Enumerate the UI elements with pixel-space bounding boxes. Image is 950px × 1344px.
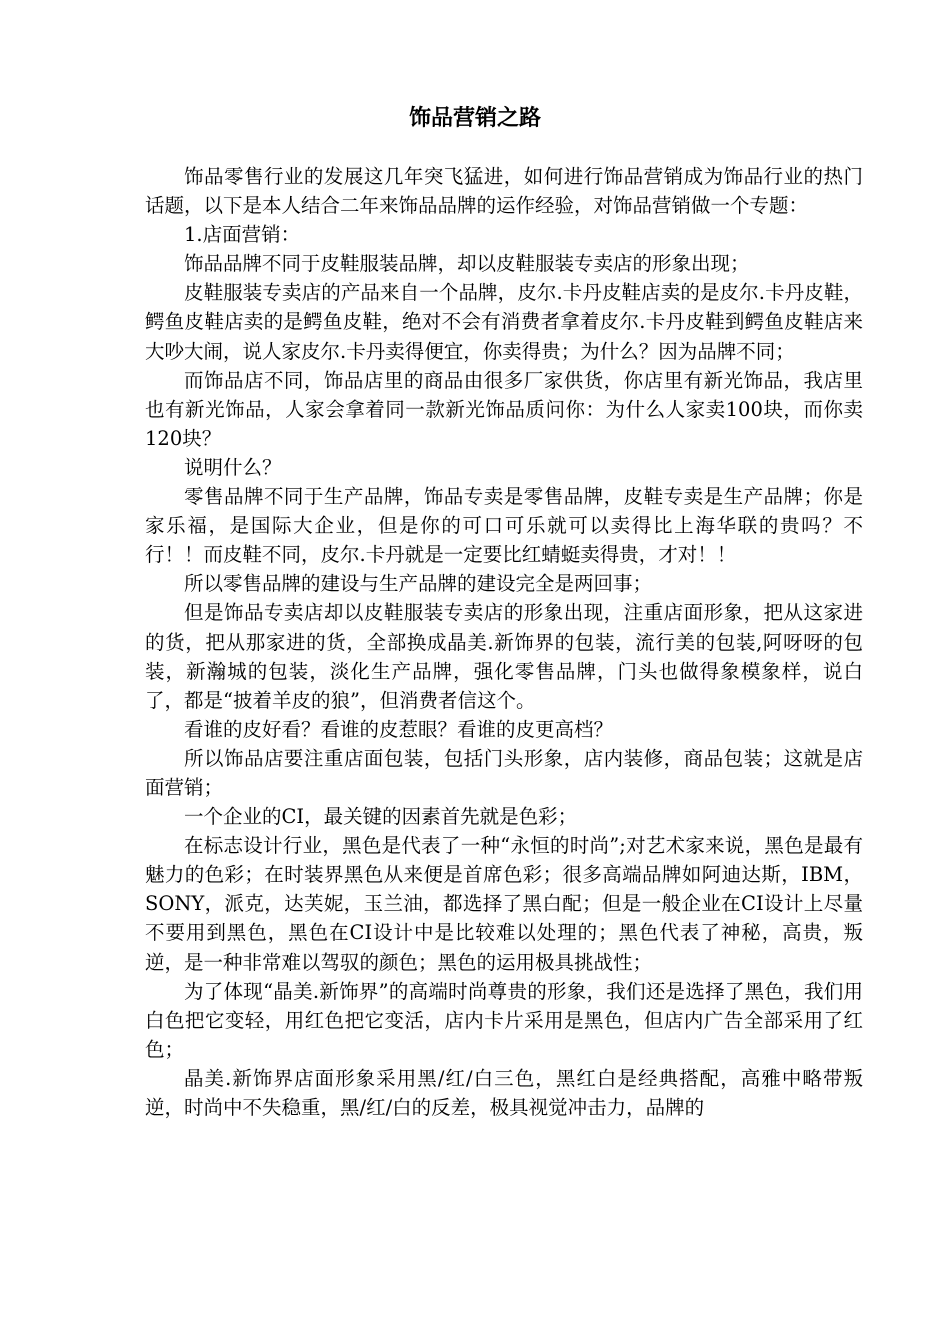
paragraph: 在标志设计行业，黑色是代表了一种“永恒的时尚”;对艺术家来说，黑色是最有魅力的色彩；在时装界黑色从来便是首席色彩；很多高端品牌如阿迪达斯，IBM，SONY，派克，达芙妮，玉兰油，都选择了黑白配；但是一般企业在CI设计上尽量不要用到黑色，黑色在CI设计中是比较难以处理的；黑色代表了神秘，高贵，叛逆，是一种非常难以驾驭的颜色；黑色的运用极具挑战性； [145,834,863,974]
paragraph: 为了体现“晶美.新饰界”的高端时尚尊贵的形象，我们还是选择了黑色，我们用白色把它变轻，用红色把它变活，店内卡片采用是黑色，但店内广告全部采用了红色； [145,979,863,1061]
paragraph: 晶美.新饰界店面形象采用黑/红/白三色，黑红白是经典搭配，高雅中略带叛逆，时尚中不失稳重，黑/红/白的反差，极具视觉冲击力，品牌的 [145,1066,863,1119]
document-body [145,162,863,1122]
paragraph: 饰品零售行业的发展这几年突飞猛进，如何进行饰品营销成为饰品行业的热门话题，以下是本人结合二年来饰品品牌的运作经验，对饰品营销做一个专题： [145,165,863,218]
paragraph: 而饰品店不同，饰品店里的商品由很多厂家供货，你店里有新光饰品，我店里也有新光饰品，人家会拿着同一款新光饰品质问你：为什么人家卖100块，而你卖120块？ [145,368,863,450]
paragraph: 所以零售品牌的建设与生产品牌的建设完全是两回事； [184,572,653,596]
paragraph: 一个企业的CI，最关键的因素首先就是色彩； [184,805,578,829]
paragraph: 说明什么？ [184,455,282,479]
paragraph: 皮鞋服装专卖店的产品来自一个品牌，皮尔.卡丹皮鞋店卖的是皮尔.卡丹皮鞋，鳄鱼皮鞋店卖的是鳄鱼皮鞋，绝对不会有消费者拿着皮尔.卡丹皮鞋到鳄鱼皮鞋店来大吵大闹，说人家皮尔.卡丹卖得便宜，你卖得贵；为什么？因为品牌不同； [145,281,863,363]
paragraph: 1.店面营销： [184,223,301,247]
page-title: 饰品营销之路 [408,106,541,131]
paragraph: 但是饰品专卖店却以皮鞋服装专卖店的形象出现，注重店面形象，把从这家进的货，把从那家进的货，全部换成晶美.新饰界的包装，流行美的包装,阿呀呀的包装，新瀚城的包装，淡化生产品牌，强化零售品牌，门头也做得象模象样，说白了，都是“披着羊皮的狼”，但消费者信这个。 [145,601,863,712]
paragraph: 饰品品牌不同于皮鞋服装品牌，却以皮鞋服装专卖店的形象出现； [184,252,750,276]
paragraph: 零售品牌不同于生产品牌，饰品专卖是零售品牌，皮鞋专卖是生产品牌；你是家乐福，是国际大企业，但是你的可口可乐就可以卖得比上海华联的贵吗？不行！！而皮鞋不同，皮尔.卡丹就是一定要比红蜻蜓卖得贵，才对！！ [145,485,863,567]
paragraph: 看谁的皮好看？看谁的皮惹眼？看谁的皮更高档？ [184,717,614,741]
paragraph: 所以饰品店要注重店面包装，包括门头形象，店内装修，商品包装；这就是店面营销； [145,746,863,799]
